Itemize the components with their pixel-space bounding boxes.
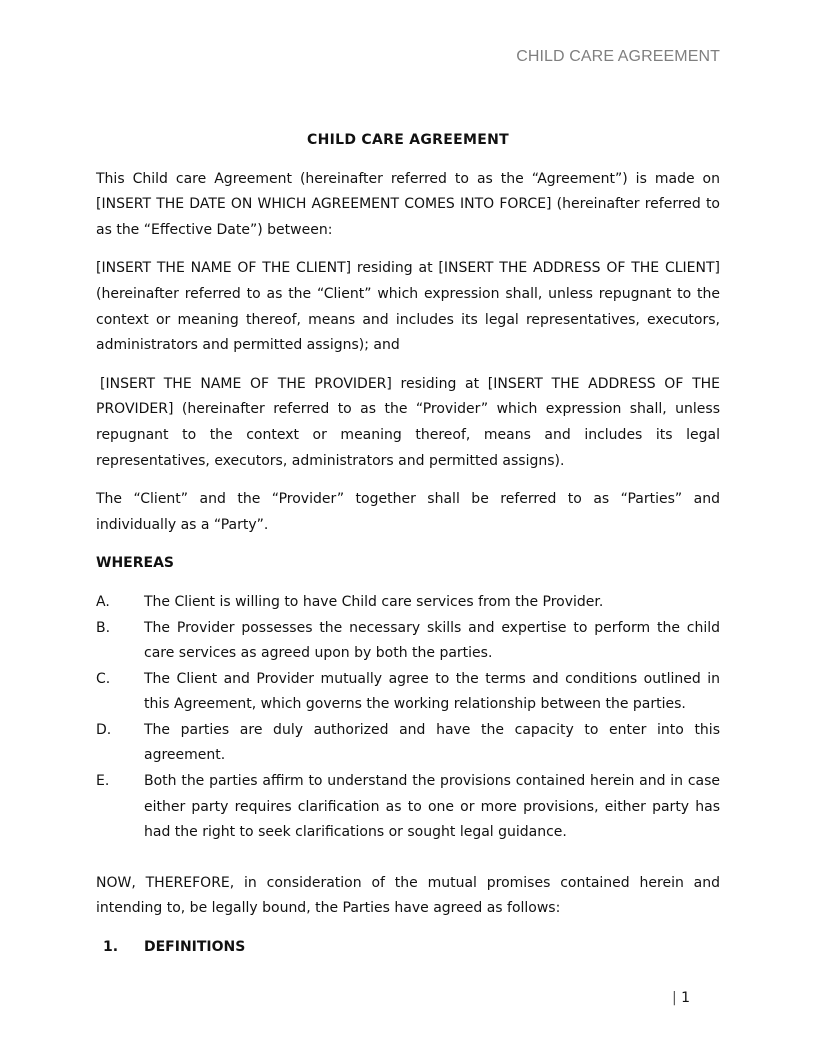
recital-letter: B.: [96, 619, 111, 636]
recital-item: [96, 590, 720, 616]
recital-text: The Client is willing to have Child care services from the Provider.: [144, 593, 604, 610]
recital-text: The Provider possesses the necessary skills and expertise to perform the child care services as agreed upon by both the parties.: [144, 619, 720, 662]
section-heading-definitions: [96, 935, 720, 961]
recital-text: The parties are duly authorized and have the capacity to enter into this agreement.: [144, 721, 720, 764]
recitals-list: [96, 590, 720, 846]
section-title: DEFINITIONS: [144, 939, 246, 956]
recital-item: [96, 769, 720, 846]
document-body: [96, 128, 720, 961]
footer-separator: |: [672, 990, 677, 1006]
document-title: CHILD CARE AGREEMENT: [307, 132, 509, 148]
parties-definition-paragraph: The “Client” and the “Provider” together shall be referred to as “Parties” and individually as a “Party”.: [96, 491, 720, 533]
client-party-paragraph: [INSERT THE NAME OF THE CLIENT] residing at [INSERT THE ADDRESS OF THE CLIENT] (hereinafter referred to as the “Client” which expression shall, unless repugnant to the context or meaning thereof, means and includes its legal representatives, executors, administrators and permitted assigns); and: [96, 260, 720, 354]
recital-letter: D.: [96, 721, 112, 738]
recital-item: [96, 667, 720, 718]
running-header-title: CHILD CARE AGREEMENT: [516, 48, 720, 65]
whereas-heading: WHEREAS: [96, 555, 174, 572]
recital-letter: E.: [96, 773, 110, 790]
recital-item: [96, 718, 720, 769]
page-number: 1: [681, 990, 691, 1006]
section-number: 1.: [103, 939, 119, 956]
intro-paragraph: This Child care Agreement (hereinafter referred to as the “Agreement”) is made on [INSERT THE DATE ON WHICH AGREEMENT COMES INTO FORCE] (hereinafter referred to as the “Effective Date”) between:: [96, 170, 720, 238]
recital-text: The Client and Provider mutually agree to the terms and conditions outlined in this Agreement, which governs the working relationship between the parties.: [144, 670, 720, 713]
recital-item: [96, 616, 720, 667]
page-footer: [672, 990, 690, 1006]
recital-text: Both the parties affirm to understand the provisions contained herein and in case either party requires clarification as to one or more provisions, either party has had the right to seek clarifications or sought legal guidance.: [144, 773, 720, 841]
recital-letter: A.: [96, 593, 110, 610]
now-therefore-paragraph: NOW, THEREFORE, in consideration of the mutual promises contained herein and intending to, be legally bound, the Parties have agreed as follows:: [96, 874, 720, 917]
provider-party-paragraph: [INSERT THE NAME OF THE PROVIDER] residing at [INSERT THE ADDRESS OF THE PROVIDER] (hereinafter referred to as the “Provider” which expression shall, unless repugnant to the context or meaning thereof, means and includes its legal representatives, executors, administrators and permitted assigns).: [96, 375, 720, 469]
recital-letter: C.: [96, 670, 111, 687]
